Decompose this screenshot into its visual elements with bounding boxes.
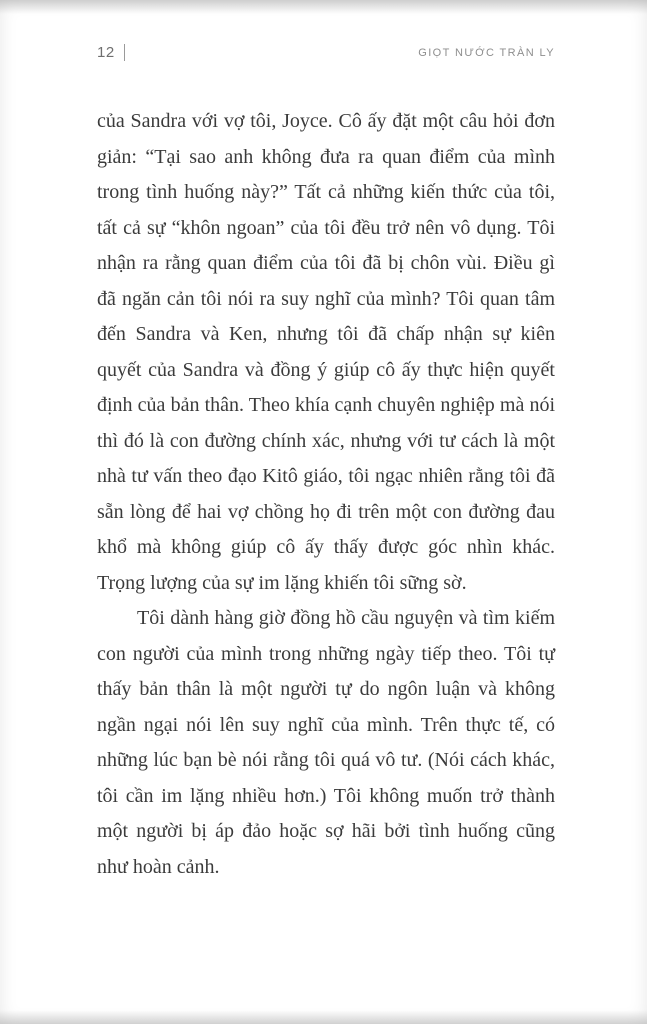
page-body — [97, 104, 555, 885]
scan-shadow-bottom — [0, 1010, 647, 1024]
page-number: 12 — [97, 44, 115, 61]
running-title: GIỌT NƯỚC TRÀN LY — [418, 46, 555, 59]
header-divider — [124, 44, 125, 61]
page-header — [97, 44, 555, 61]
page-number-group — [97, 44, 125, 61]
paragraph: của Sandra với vợ tôi, Joyce. Cô ấy đặt một câu hỏi đơn giản: “Tại sao anh không đưa ra quan điểm của mình trong tình huống này?” Tất cả những kiến thức của tôi, tất cả sự “khôn ngoan” của tôi đều trở nên vô dụng. Tôi nhận ra rằng quan điểm của tôi đã bị chôn vùi. Điều gì đã ngăn cản tôi nói ra suy nghĩ của mình? Tôi quan tâm đến Sandra và Ken, nhưng tôi đã chấp nhận sự kiên quyết của Sandra và đồng ý giúp cô ấy thực hiện quyết định của bản thân. Theo khía cạnh chuyên nghiệp mà nói thì đó là con đường chính xác, nhưng với tư cách là một nhà tư vấn theo đạo Kitô giáo, tôi ngạc nhiên rằng tôi đã sẵn lòng để hai vợ chồng họ đi trên một con đường đau khổ mà không giúp cô ấy thấy được góc nhìn khác. Trọng lượng của sự im lặng khiến tôi sững sờ. — [97, 110, 555, 594]
scan-shadow-top — [0, 0, 647, 14]
paragraph: Tôi dành hàng giờ đồng hồ cầu nguyện và tìm kiếm con người của mình trong những ngày tiếp theo. Tôi tự thấy bản thân là một người tự do ngôn luận và không ngần ngại nói lên suy nghĩ của mình. Trên thực tế, có những lúc bạn bè nói rằng tôi quá vô tư. (Nói cách khác, tôi cần im lặng nhiều hơn.) Tôi không muốn trở thành một người bị áp đảo hoặc sợ hãi bởi tình huống cũng như hoàn cảnh. — [97, 607, 555, 878]
